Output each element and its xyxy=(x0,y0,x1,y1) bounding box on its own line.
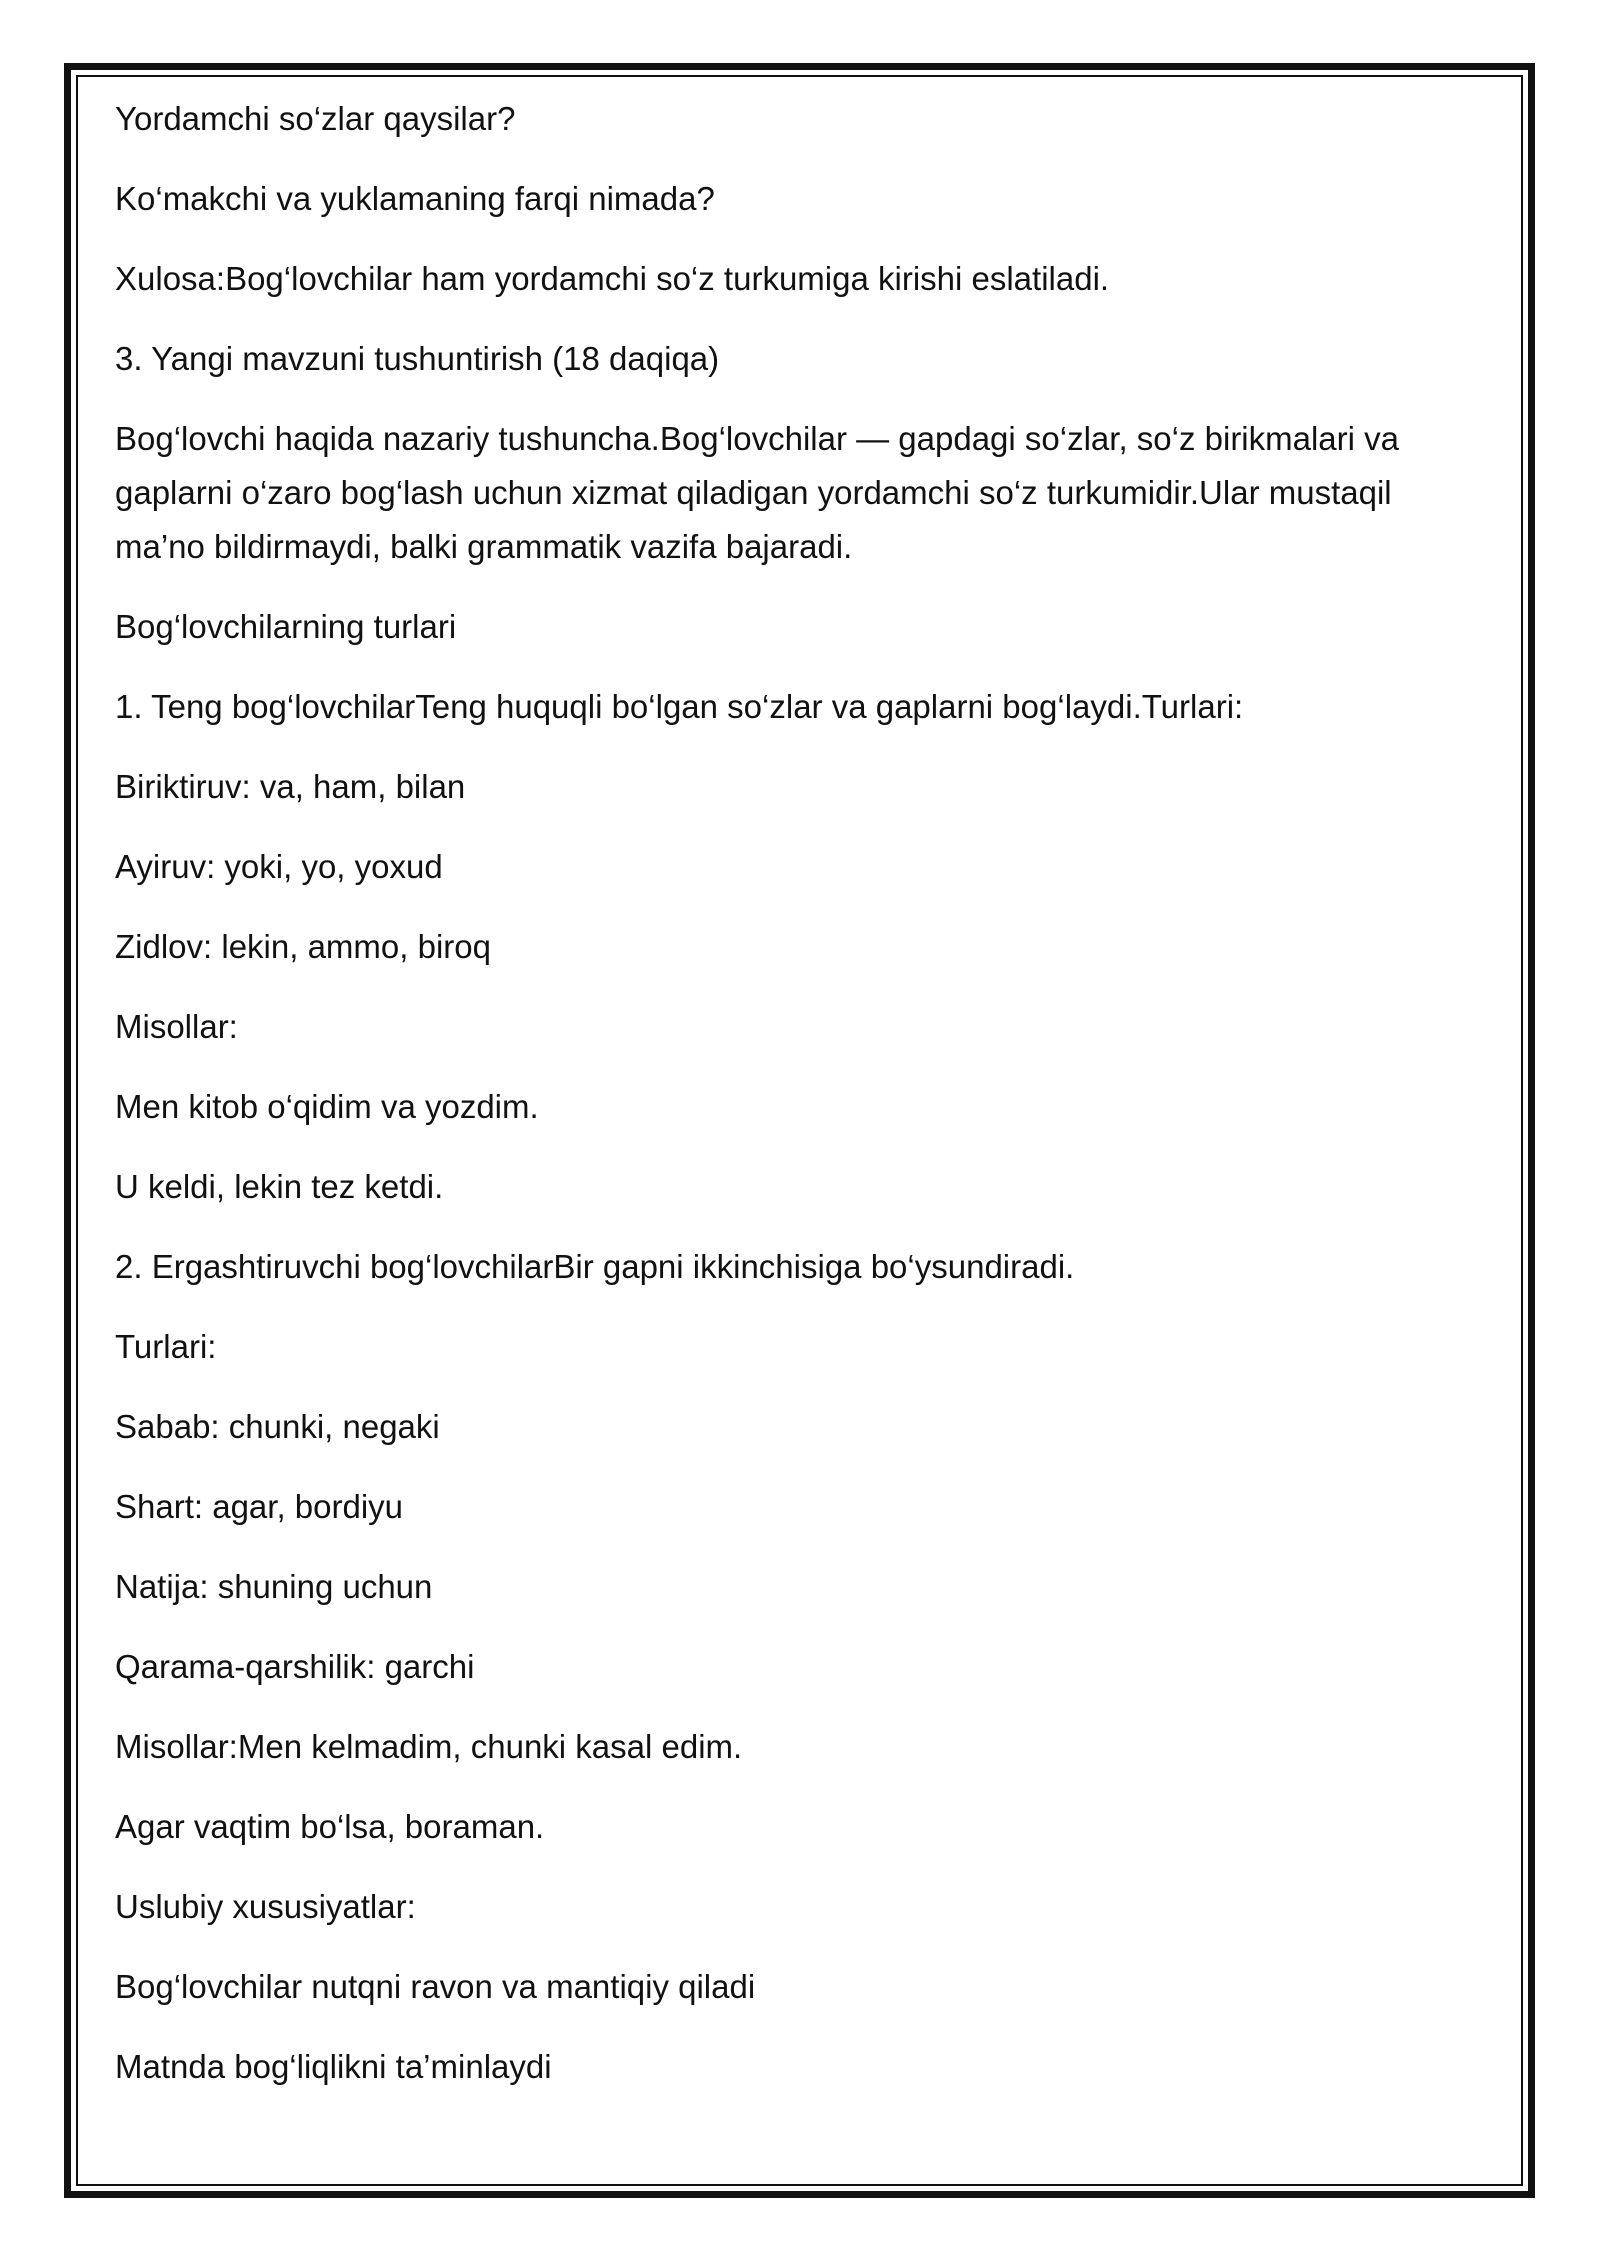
feature-line: Bog‘lovchilar nutqni ravon va mantiqiy qiladi xyxy=(115,1968,756,2005)
list-item: Ayiruv: yoki, yo, yoxud xyxy=(115,848,443,885)
section-heading: 3. Yangi mavzuni tushuntirish (18 daqiqa) xyxy=(115,340,720,377)
list-heading: 1. Teng bog‘lovchilarTeng huquqli bo‘lgan so‘zlar va gaplarni bog‘laydi.Turlari: xyxy=(115,688,1244,725)
types-label: Turlari: xyxy=(115,1328,217,1365)
document-body xyxy=(115,92,1490,2120)
list-item: Sabab: chunki, negaki xyxy=(115,1408,440,1445)
features-heading: Uslubiy xususiyatlar: xyxy=(115,1888,416,1925)
question-line: Ko‘makchi va yuklamaning farqi nimada? xyxy=(115,180,715,217)
list-item: Natija: shuning uchun xyxy=(115,1568,433,1605)
subsection-heading: Bog‘lovchilarning turlari xyxy=(115,608,457,645)
examples-label: Misollar: xyxy=(115,1008,238,1045)
example-line: Misollar:Men kelmadim, chunki kasal edim. xyxy=(115,1728,743,1765)
list-item: Qarama-qarshilik: garchi xyxy=(115,1648,475,1685)
conclusion-line: Xulosa:Bog‘lovchilar ham yordamchi so‘z turkumiga kirishi eslatiladi. xyxy=(115,260,1110,297)
definition-paragraph: Bog‘lovchi haqida nazariy tushuncha.Bog‘lovchilar — gapdagi so‘zlar, so‘z birikmalari va gaplarni o‘zaro bog‘lash uchun xizmat qiladigan yordamchi so‘z turkumidir.Ular mustaqil ma’no bildirmaydi, balki grammatik vazifa bajaradi. xyxy=(115,420,1400,565)
list-heading: 2. Ergashtiruvchi bog‘lovchilarBir gapni ikkinchisiga bo‘ysundiradi. xyxy=(115,1248,1075,1285)
list-item: Zidlov: lekin, ammo, biroq xyxy=(115,928,491,965)
list-item: Biriktiruv: va, ham, bilan xyxy=(115,768,466,805)
list-item: Shart: agar, bordiyu xyxy=(115,1488,404,1525)
feature-line: Matnda bog‘liqlikni ta’minlaydi xyxy=(115,2048,552,2085)
example-line: Men kitob o‘qidim va yozdim. xyxy=(115,1088,539,1125)
question-line: Yordamchi so‘zlar qaysilar? xyxy=(115,100,516,137)
example-line: Agar vaqtim bo‘lsa, boraman. xyxy=(115,1808,545,1845)
example-line: U keldi, lekin tez ketdi. xyxy=(115,1168,444,1205)
